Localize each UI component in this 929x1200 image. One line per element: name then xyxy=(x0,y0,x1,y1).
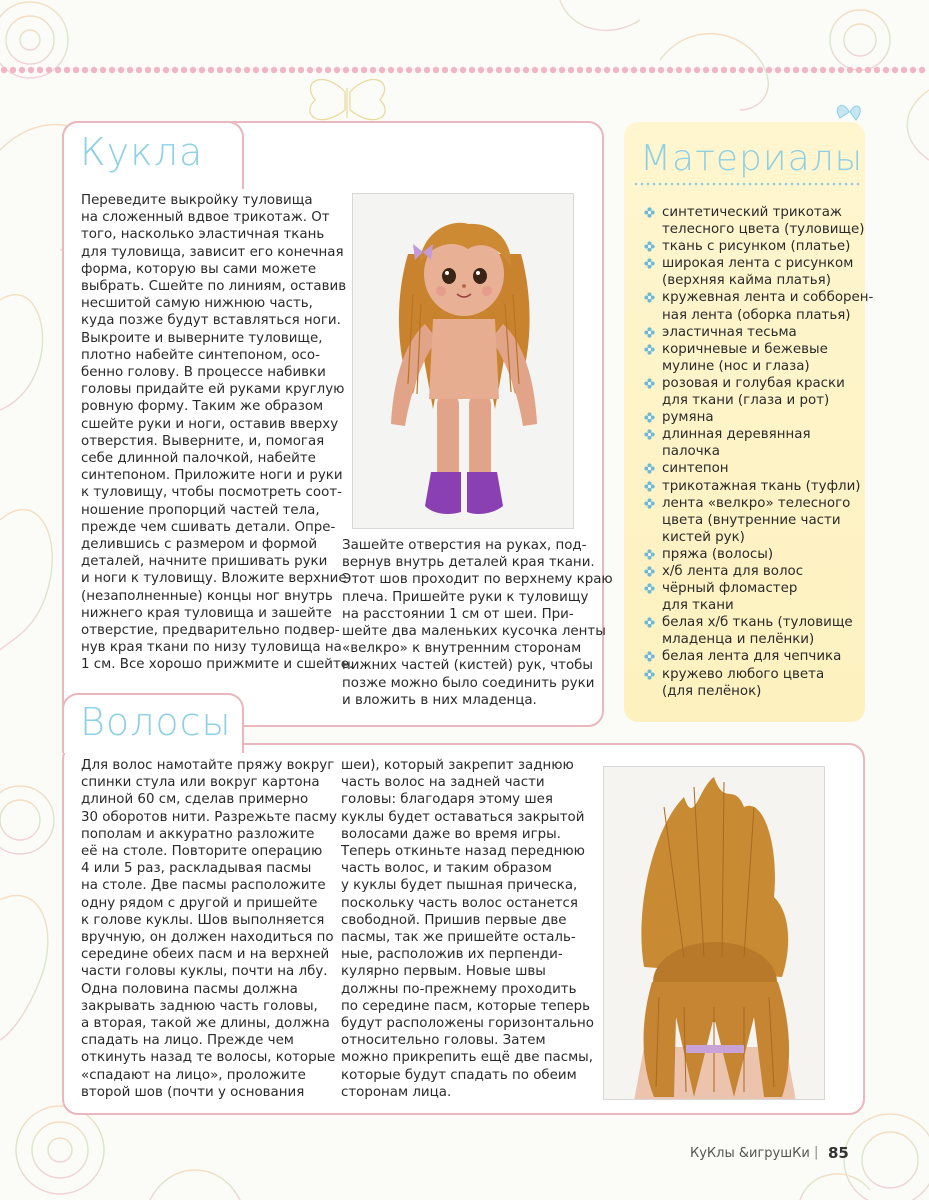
materials-item-label: пряжа (волосы) xyxy=(662,546,774,562)
flower-bullet-icon xyxy=(644,566,655,577)
materials-item-label: лента «велкро» телесного цвета (внутренние части кистей рук) xyxy=(662,495,851,545)
materials-item xyxy=(644,648,864,665)
flower-bullet-icon xyxy=(644,669,655,680)
materials-item xyxy=(644,426,864,460)
materials-title: Материалы xyxy=(640,138,864,179)
flower-bullet-icon xyxy=(644,292,655,303)
magazine-name: КуКлы &игрушКи xyxy=(690,1146,810,1161)
materials-item xyxy=(644,409,864,426)
footer-separator: | xyxy=(814,1145,819,1160)
flower-bullet-icon xyxy=(644,583,655,594)
flower-bullet-icon xyxy=(644,481,655,492)
materials-item-label: кружево любого цвета (для пелёнок) xyxy=(662,666,825,699)
materials-item xyxy=(644,546,864,563)
hair-image xyxy=(604,767,825,1100)
materials-item xyxy=(644,460,864,477)
materials-item-label: синтетический трикотаж телесного цвета (туловище) xyxy=(662,205,865,238)
flower-bullet-icon xyxy=(644,327,655,338)
materials-item-label: чёрный фломастер для ткани xyxy=(662,581,798,614)
flower-bullet-icon xyxy=(644,549,655,560)
materials-item xyxy=(644,580,864,614)
materials-item xyxy=(644,478,864,495)
materials-item xyxy=(644,563,864,580)
materials-item xyxy=(644,341,864,375)
materials-item-label: ткань с рисунком (платье) xyxy=(662,239,851,255)
flower-bullet-icon xyxy=(644,207,655,218)
materials-item xyxy=(644,289,874,323)
flower-bullet-icon xyxy=(644,241,655,252)
materials-item-label: кружевная лента и собборен- ная лента (оборка платья) xyxy=(662,290,874,323)
flower-bullet-icon xyxy=(644,651,655,662)
materials-item-label: широкая лента с рисунком (верхняя кайма платья) xyxy=(662,256,854,289)
materials-item xyxy=(644,495,864,546)
materials-item xyxy=(644,375,864,409)
flower-bullet-icon xyxy=(644,617,655,628)
materials-item xyxy=(644,255,864,289)
materials-item-label: эластичная тесьма xyxy=(662,324,797,340)
flower-bullet-icon xyxy=(644,412,655,423)
materials-item-label: коричневые и бежевые мулине (нос и глаза) xyxy=(662,341,828,374)
materials-item xyxy=(644,666,864,700)
materials-item-label: трикотажная ткань (туфли) xyxy=(662,478,861,494)
flower-bullet-icon xyxy=(644,258,655,269)
materials-item-label: х/б лента для волос xyxy=(662,563,804,579)
flower-bullet-icon xyxy=(644,378,655,389)
dotted-border xyxy=(0,66,929,74)
materials-item-label: длинная деревянная палочка xyxy=(662,427,811,460)
doll-instructions-text: Переведите выкройку туловища на сложенный вдвое трикотаж. От того, насколько эластичная ткань для туловища, зависит его конечная форма, которую вы сами можете выбрать. Сшейте по линиям, оставив несшитой самую нижнюю часть, куда позже будут вставляться ноги. Выкроите и выверните туловище, плотно набейте синтепоном, осо- бенно голову. В процессе набивки головы придайте ей руками круглую ровную форму. Таким же образом сшейте руки и ноги, оставив вверху отверстия. Выверните, и, помогая себе длинной палочкой, набейте синтепоном. Приложите ноги и руки к туловищу, чтобы посмотреть соот- ношение пропорций частей тела, прежде чем сшивать детали. Опре- делившись с размером и формой деталей, начните пришивать руки и ноги к туловищу. Вложите верхние (незаполненные) концы ног внутрь нижнего края туловища и зашейте отверстие, предварительно подвер- нув края ткани по низу туловища на 1 см. Все хорошо прижмите и сшейте. xyxy=(81,193,354,673)
hair-instructions-col2: шеи), который закрепит заднюю часть волос на задней части головы: благодаря этому шея куклы будет оставаться закрытой волосами даже во время игры. Теперь откиньте назад переднюю часть волос, и таким образом у куклы будет пышная прическа, поскольку часть волос останется свободной. Пришив первые две пасмы, так же пришейте осталь- ные, расположив их перпенди- кулярно первым. Новые швы должны по-прежнему проходить по середине пасм, которые теперь будут расположены горизонтально относительно головы. Затем можно прикрепить ещё две пасмы, которые будут спадать по обеим сторонам лица. xyxy=(341,758,594,1100)
doll-image xyxy=(353,194,574,529)
page-number: 85 xyxy=(828,1144,849,1162)
flower-bullet-icon xyxy=(644,429,655,440)
materials-title-underline xyxy=(634,182,862,186)
materials-item xyxy=(644,238,864,255)
materials-item-label: розовая и голубая краски для ткани (глаза и рот) xyxy=(662,375,845,409)
materials-item-label: белая х/б ткань (туловище младенца и пелёнки) xyxy=(662,615,853,648)
doll-photo xyxy=(352,193,574,529)
flower-bullet-icon xyxy=(644,463,655,474)
flower-bullet-icon xyxy=(644,498,655,509)
materials-item xyxy=(644,614,864,648)
materials-item-label: синтепон xyxy=(662,461,729,477)
hair-photo xyxy=(603,766,825,1100)
materials-item-label: белая лента для чепчика xyxy=(662,649,842,665)
doll-arms-text: Зашейте отверстия на руках, под- вернув внутрь деталей края ткани. Этот шов проходит по верхнему краю плеча. Пришейте руки к туловищу на расстоянии 1 см от шеи. При- шейте два маленьких кусочка ленты «велкро» к внутренним сторонам нижних частей (кистей) рук, чтобы позже можно было соединить руки и вложить в них младенца. xyxy=(342,538,613,708)
materials-list xyxy=(644,204,874,700)
materials-item xyxy=(644,204,864,238)
flower-bullet-icon xyxy=(644,344,655,355)
hair-section-title: Волосы xyxy=(80,700,232,744)
doll-section-title: Кукла xyxy=(80,130,204,174)
materials-item xyxy=(644,324,864,341)
hair-instructions-col1: Для волос намотайте пряжу вокруг спинки стула или вокруг картона длиной 60 см, сделав примерно 30 оборотов нити. Разрежьте пасму пополам и аккуратно разложите её на столе. Повторите операцию 4 или 5 раз, раскладывая пасмы на столе. Две пасмы расположите одну рядом с другой и пришейте к голове куклы. Шов выполняется вручную, он должен находиться по середине обеих пасм и на верхней части головы куклы, почти на лбу. Одна половина пасмы должна закрывать заднюю часть головы, а вторая, такой же длины, должна спадать на лицо. Прежде чем откинуть назад те волосы, которые «спадают на лицо», проложите второй шов (почти у основания xyxy=(81,758,337,1100)
materials-item-label: румяна xyxy=(662,410,714,426)
